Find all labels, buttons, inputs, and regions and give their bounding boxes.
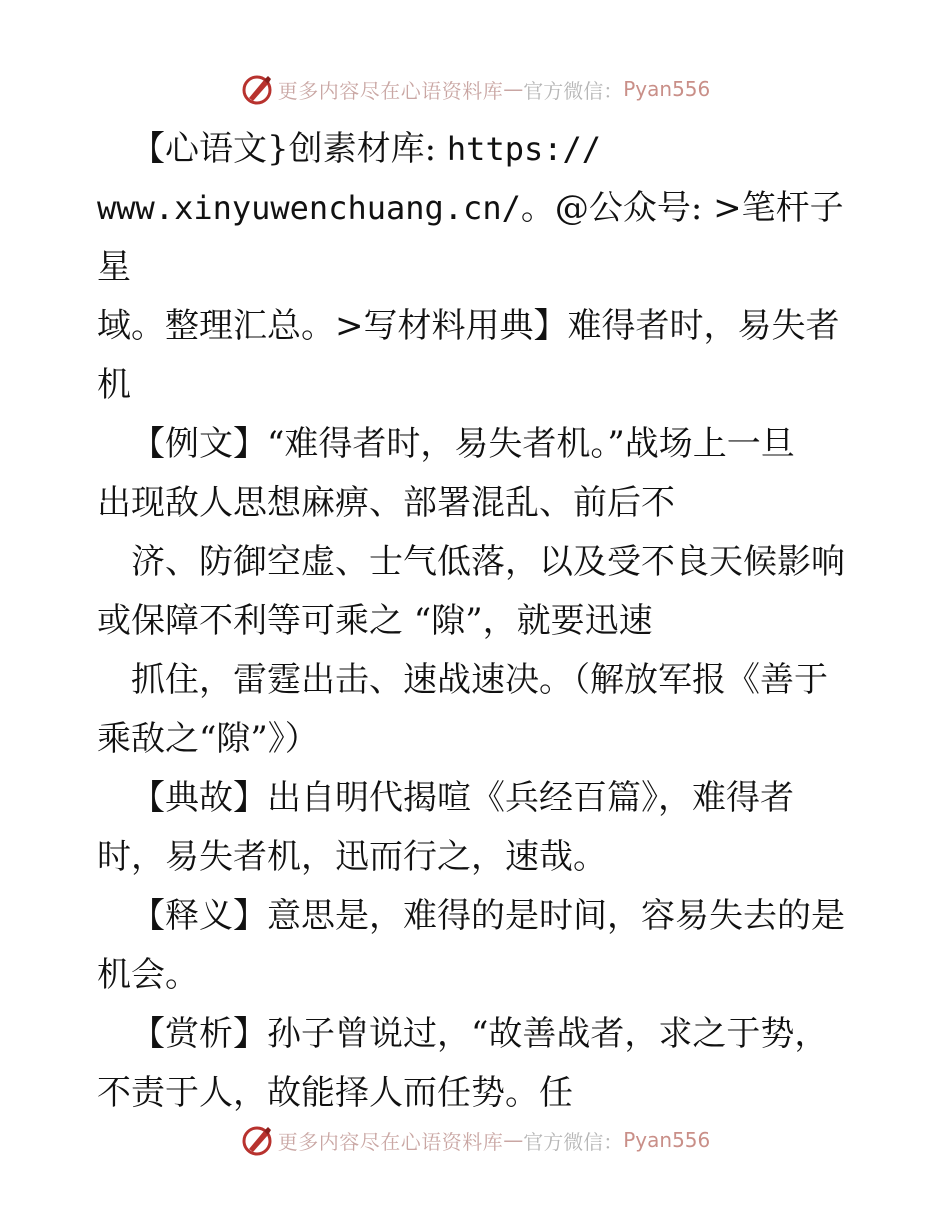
example-line-2: 出现敌人思想麻痹、部署混乱、前后不	[97, 483, 675, 523]
banner-wechat-label: 官方微信：	[523, 78, 624, 103]
pen-logo-icon	[240, 72, 274, 106]
paragraph-intro	[97, 120, 867, 415]
analysis-line-1: 【赏析】孙子曾说过，“故善战者，求之于势，	[131, 1014, 829, 1054]
banner-dash: —	[503, 1128, 524, 1152]
pen-logo-icon	[240, 1123, 274, 1157]
paragraph-example-cont	[97, 533, 867, 651]
intro-text-1: 【心语文}创素材库:	[131, 129, 447, 169]
intro-text-3: 域。整理汇总。>写材料用典】难得者时，易失者	[97, 306, 840, 346]
banner-wechat-id: Pyan556	[623, 77, 711, 101]
origin-line-2: 时，易失者机，迅而行之，速哉。	[97, 837, 607, 877]
banner-wechat-label: 官方微信：	[523, 1129, 624, 1154]
footer-banner	[0, 1122, 950, 1158]
url-domain-text: www.xinyuwenchuang.cn/	[97, 189, 521, 227]
example-line-1: 【例文】“难得者时，易失者机。”战场上一旦	[131, 424, 795, 464]
paragraph-analysis	[97, 1005, 867, 1123]
paragraph-meaning	[97, 887, 867, 1005]
example-source-line-2: 乘敌之“隙”》）	[97, 719, 319, 759]
paragraph-example	[97, 415, 867, 533]
banner-dash: —	[503, 77, 524, 101]
intro-text-4: 机	[97, 365, 131, 405]
meaning-line-1: 【释义】意思是，难得的是时间，容易失去的是	[131, 896, 845, 936]
intro-text-2: 。@公众号: >笔杆子星	[97, 188, 844, 287]
paragraph-example-source	[97, 651, 867, 769]
url-scheme-text: https://	[446, 130, 602, 168]
banner-text: 更多内容尽在心语资料库	[277, 78, 504, 103]
example-cont-line-2: 或保障不利等可乘之 “隙”，就要迅速	[97, 601, 653, 641]
paragraph-origin	[97, 769, 867, 887]
banner-wechat-id: Pyan556	[623, 1128, 711, 1152]
header-banner	[0, 71, 950, 107]
analysis-line-2: 不责于人，故能择人而任势。任	[97, 1073, 573, 1113]
example-source-line-1: 抓住，雷霆出击、速战速决。（解放军报《善于	[131, 660, 828, 700]
meaning-line-2: 机会。	[97, 955, 199, 995]
document-body	[97, 120, 867, 1123]
example-cont-line-1: 济、防御空虚、士气低落，以及受不良天候影响	[131, 542, 845, 582]
banner-text: 更多内容尽在心语资料库	[277, 1129, 504, 1154]
origin-line-1: 【典故】出自明代揭喧《兵经百篇》，难得者	[131, 778, 794, 818]
